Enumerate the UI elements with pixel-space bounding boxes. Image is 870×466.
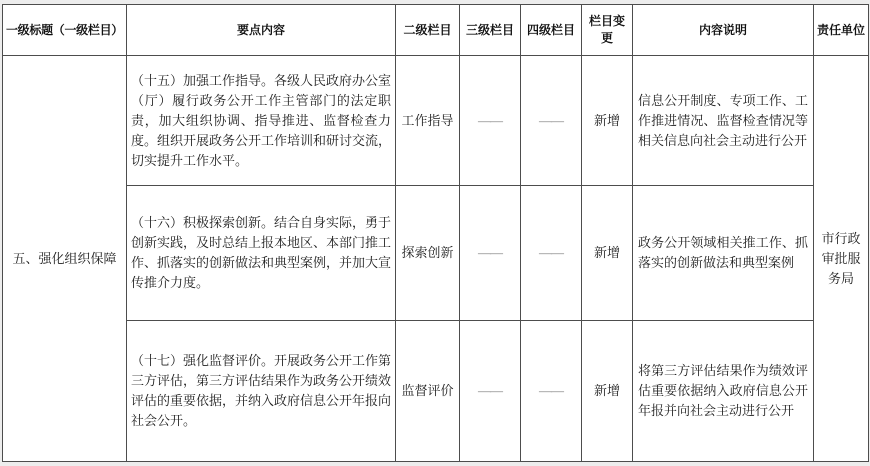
key-content-cell: （十七）强化监督评价。开展政务公开工作第三方评估，第三方评估结果作为政务公开绩效评估的重要依据，并纳入政府信息公开年报向社会公开。 bbox=[127, 321, 396, 462]
level2-cell: 工作指导 bbox=[396, 56, 460, 186]
col-header-description: 内容说明 bbox=[633, 5, 814, 56]
column-change-cell: 新增 bbox=[582, 321, 633, 462]
description-cell: 政务公开领域相关推工作、抓落实的创新做法和典型案例 bbox=[633, 186, 814, 321]
level4-cell: —— bbox=[521, 321, 582, 462]
description-cell: 将第三方评估结果作为绩效评估重要依据纳入政府信息公开年报并向社会主动进行公开 bbox=[633, 321, 814, 462]
col-header-level3: 三级栏目 bbox=[460, 5, 521, 56]
group-title-cell: 五、强化组织保障 bbox=[3, 56, 127, 462]
column-change-cell: 新增 bbox=[582, 56, 633, 186]
level4-cell: —— bbox=[521, 56, 582, 186]
level3-cell: —— bbox=[460, 186, 521, 321]
level3-cell: —— bbox=[460, 56, 521, 186]
level2-cell: 探索创新 bbox=[396, 186, 460, 321]
level4-cell: —— bbox=[521, 186, 582, 321]
header-row bbox=[3, 5, 869, 56]
disclosure-items-table bbox=[2, 4, 869, 462]
col-header-level4: 四级栏目 bbox=[521, 5, 582, 56]
col-header-level1-title: 一级标题（一级栏目） bbox=[3, 5, 127, 56]
table-row-17 bbox=[3, 321, 869, 462]
table-row-15 bbox=[3, 56, 869, 186]
level3-cell: —— bbox=[460, 321, 521, 462]
description-cell: 信息公开制度、专项工作、工作推进情况、监督检查情况等相关信息向社会主动进行公开 bbox=[633, 56, 814, 186]
col-header-key-content: 要点内容 bbox=[127, 5, 396, 56]
table-row-16 bbox=[3, 186, 869, 321]
col-header-level2: 二级栏目 bbox=[396, 5, 460, 56]
responsible-unit-cell: 市行政审批服务局 bbox=[814, 56, 869, 462]
key-content-cell: （十六）积极探索创新。结合自身实际，勇于创新实践，及时总结上报本地区、本部门推工作、抓落实的创新做法和典型案例，并加大宣传推介力度。 bbox=[127, 186, 396, 321]
column-change-cell: 新增 bbox=[582, 186, 633, 321]
level2-cell: 监督评价 bbox=[396, 321, 460, 462]
col-header-column-change: 栏目变更 bbox=[582, 5, 633, 56]
col-header-responsible-unit: 责任单位 bbox=[814, 5, 869, 56]
key-content-cell: （十五）加强工作指导。各级人民政府办公室（厅）履行政务公开工作主管部门的法定职责，加大组织协调、指导推进、监督检查力度。组织开展政务公开工作培训和研讨交流，切实提升工作水平。 bbox=[127, 56, 396, 186]
